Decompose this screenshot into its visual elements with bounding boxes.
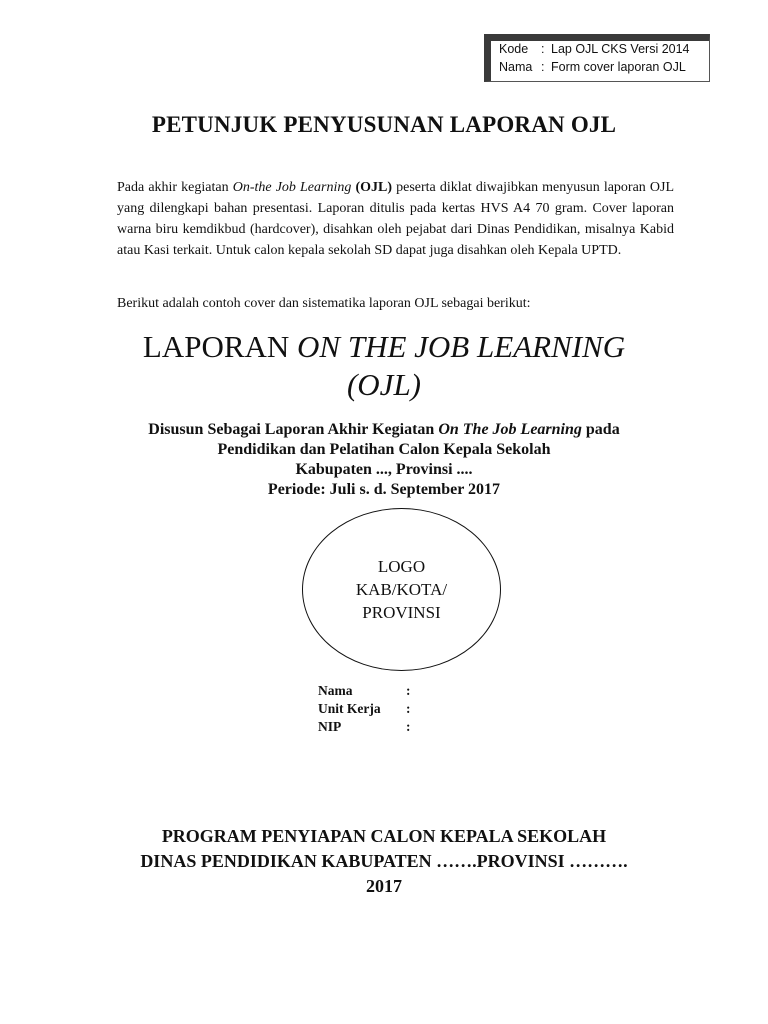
identity-row-unit-kerja	[318, 700, 411, 718]
logo-placeholder	[302, 508, 501, 671]
nama-value: Form cover laporan OJL	[551, 60, 686, 74]
logo-text-2: KAB/KOTA/	[355, 580, 448, 599]
identity-label: Nama	[318, 683, 353, 698]
footer-line-1: PROGRAM PENYIAPAN CALON KEPALA SEKOLAH	[161, 826, 607, 846]
identity-separator: :	[406, 701, 411, 716]
example-intro-paragraph: Berikut adalah contoh cover dan sistematika laporan OJL sebagai berikut:	[117, 296, 531, 311]
intro-text-1: Pada akhir kegiatan	[117, 180, 233, 195]
subtitle-period: Periode: Juli s. d. September 2017	[267, 481, 501, 498]
intro-italic-ojl: On-the Job Learning	[232, 180, 352, 195]
cover-title	[0, 328, 768, 404]
identity-separator: :	[406, 683, 411, 698]
intro-bold-ojl: (OJL)	[355, 180, 393, 195]
logo-text-3: PROVINSI	[362, 603, 441, 622]
logo-text-1: LOGO	[377, 557, 426, 576]
footer-line-2: DINAS PENDIDIKAN KABUPATEN …….PROVINSI ……….	[140, 851, 628, 871]
document-code-box	[484, 34, 710, 82]
nama-label: Nama	[499, 60, 533, 74]
identity-label: NIP	[318, 719, 342, 734]
kode-separator: :	[541, 42, 545, 56]
kode-value: Lap OJL CKS Versi 2014	[551, 42, 690, 56]
subtitle-line-3: Kabupaten ..., Provinsi ....	[295, 461, 473, 478]
subtitle-plain: Disusun Sebagai Laporan Akhir Kegiatan	[148, 421, 439, 438]
identity-label: Unit Kerja	[318, 701, 381, 716]
subtitle-line-1	[0, 420, 768, 440]
identity-row-nip	[318, 718, 411, 736]
subtitle-end: pada	[581, 421, 620, 438]
footer-institution	[0, 824, 768, 899]
cover-title-italic: ON THE JOB LEARNING	[297, 329, 626, 364]
identity-block	[318, 682, 411, 736]
cover-title-ojl: (OJL)	[346, 367, 422, 402]
subtitle-line-2: Pendidikan dan Pelatihan Calon Kepala Sekolah	[217, 441, 551, 458]
subtitle-italic: On The Job Learning	[438, 421, 582, 438]
code-row-nama	[491, 59, 709, 76]
identity-row-nama	[318, 682, 411, 700]
cover-title-plain: LAPORAN	[142, 329, 298, 364]
cover-subtitle	[0, 420, 768, 500]
intro-paragraph	[117, 177, 674, 261]
page-title: PETUNJUK PENYUSUNAN LAPORAN OJL	[151, 112, 617, 137]
intro-text-2: peserta diklat diwajibkan menyusun laporan OJL yang dilengkapi bahan presentasi. Laporan ditulis pada kertas HVS A4 70 gram. Cover laporan warna biru kemdikbud (hardcover), disahkan oleh pejabat dari Dinas Pendidikan, misalnya Kabid atau Kasi terkait. Untuk calon kepala sekolah SD dapat juga disahkan oleh Kepala UPTD.	[117, 180, 675, 258]
code-row-kode	[491, 41, 709, 58]
identity-separator: :	[406, 719, 411, 734]
footer-year: 2017	[366, 876, 402, 896]
kode-label: Kode	[499, 42, 529, 56]
nama-separator: :	[541, 60, 545, 74]
